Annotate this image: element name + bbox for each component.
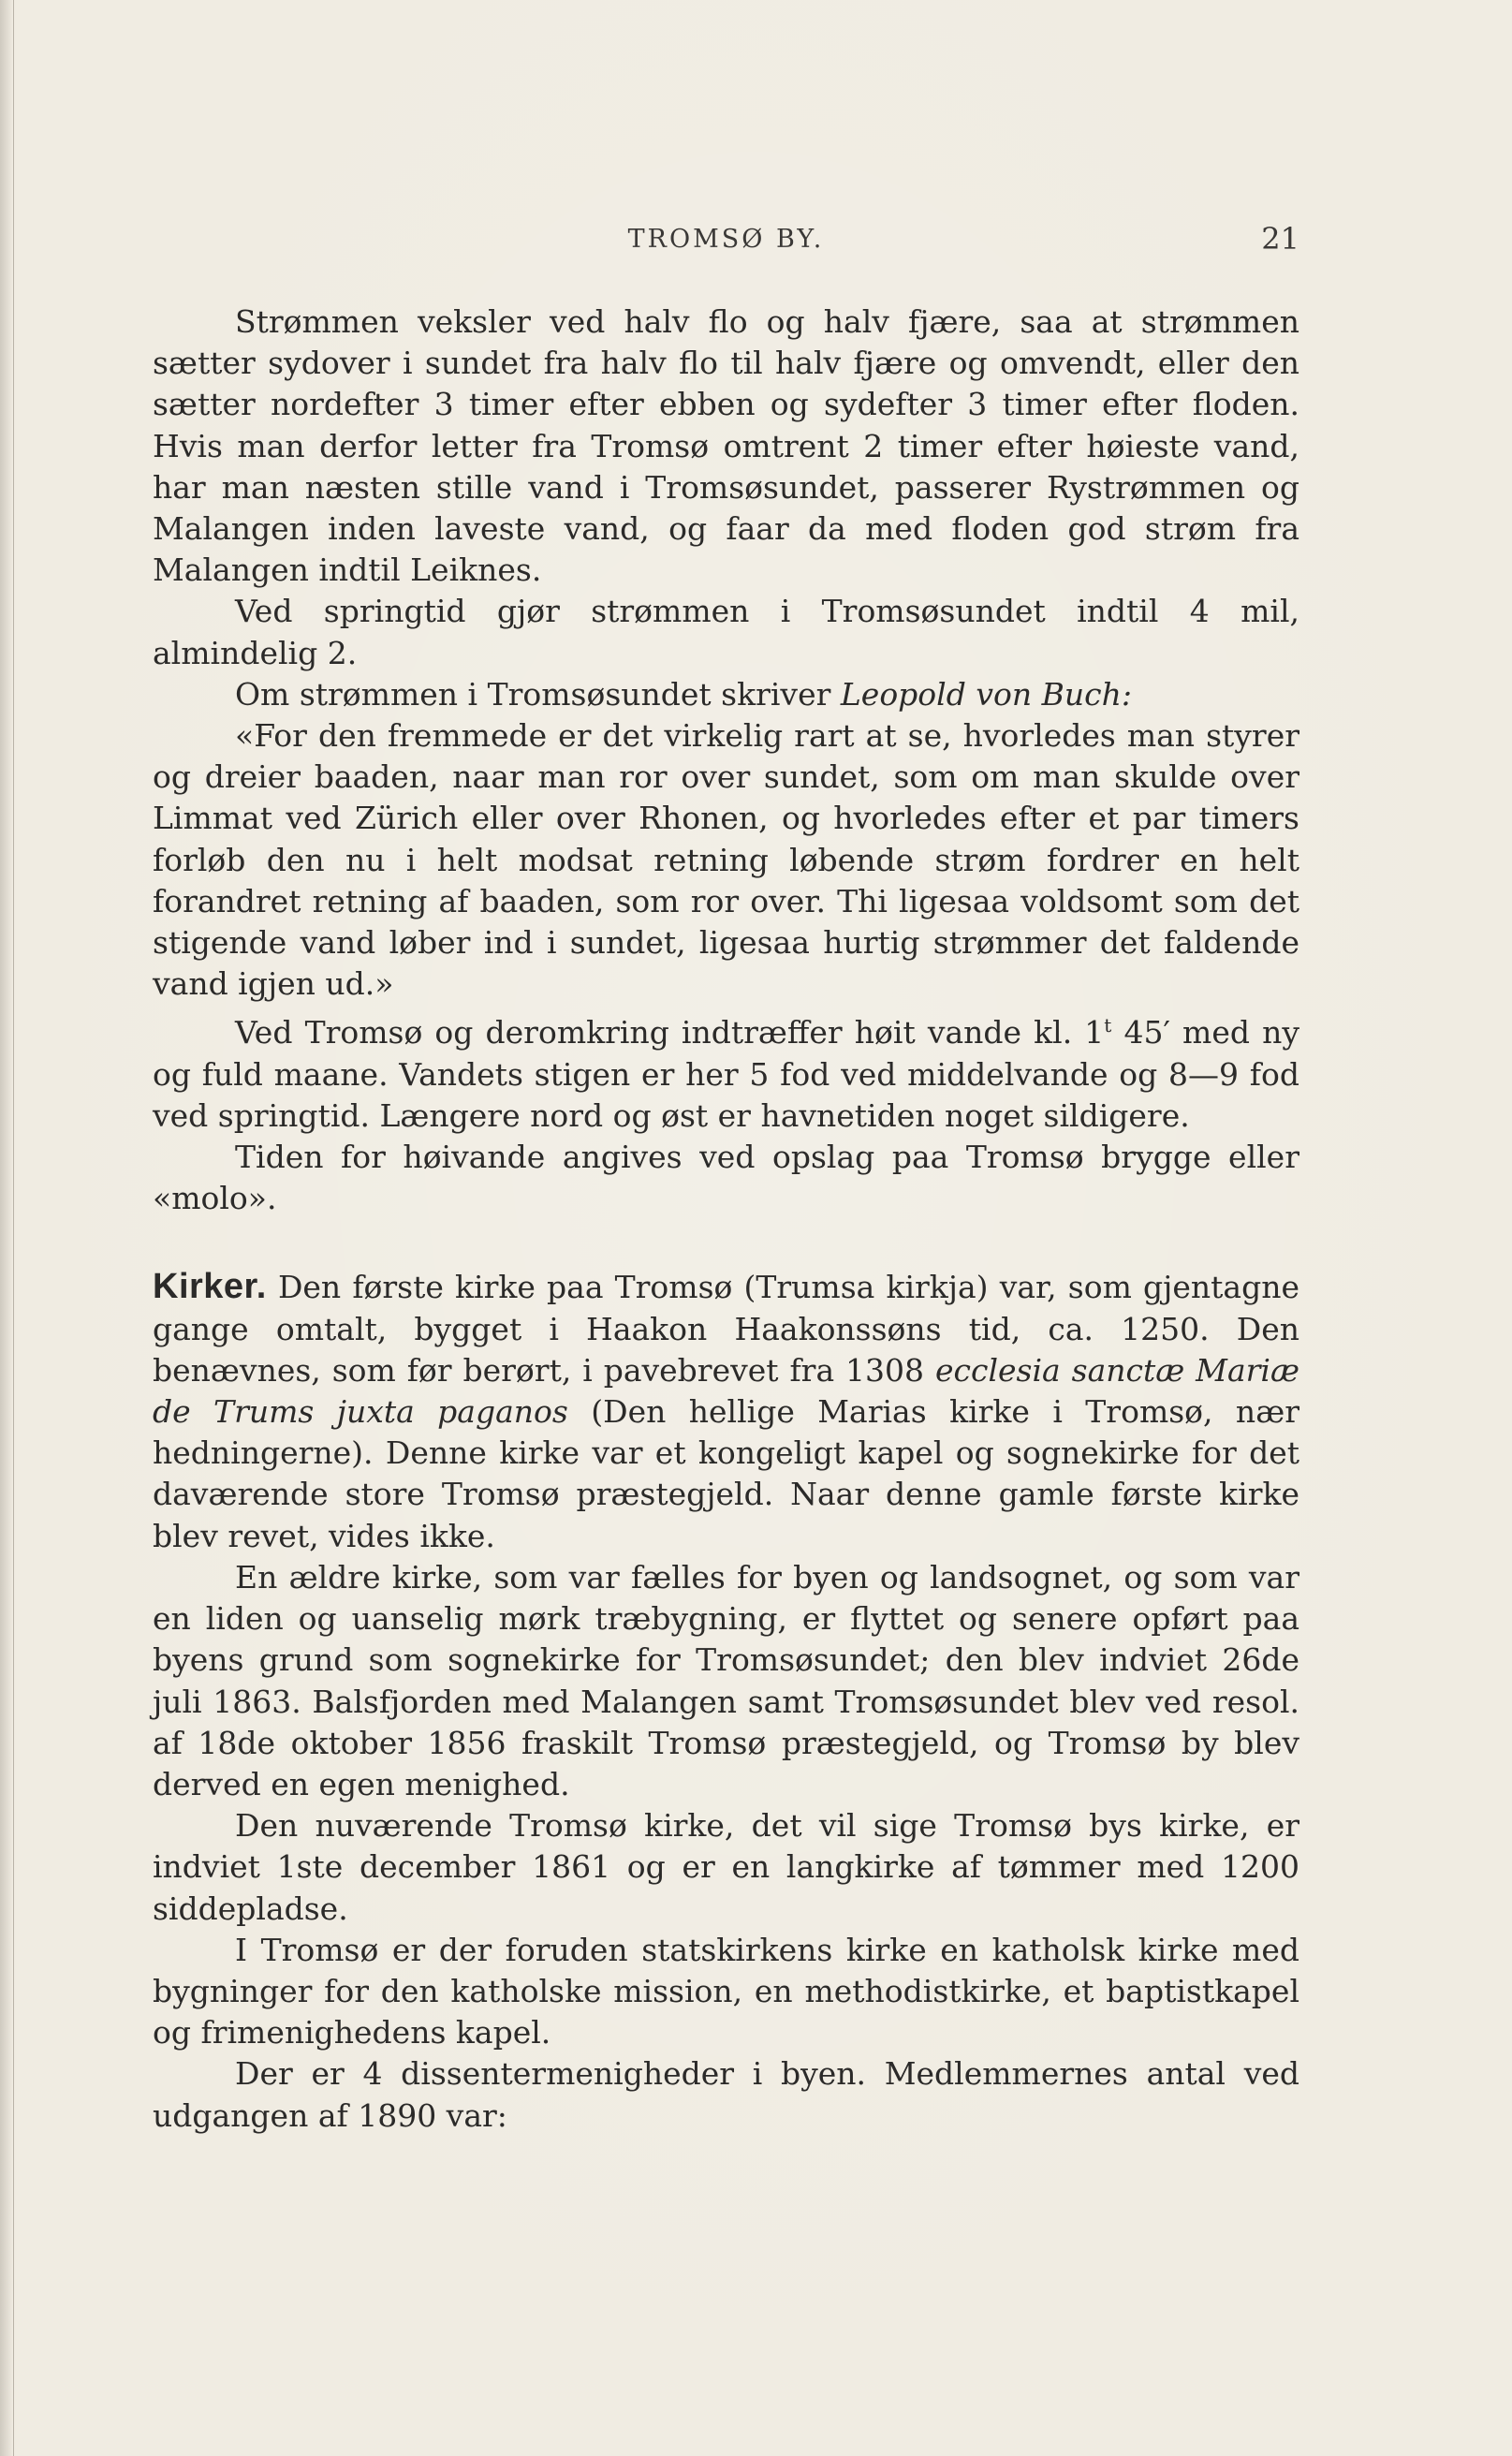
kirker-latin-phrase: ecclesia sanctæ Mariæ de Trums juxta paganos — [153, 1351, 1299, 1431]
section-heading-kirker: Kirker. — [153, 1267, 267, 1307]
kirker-text-a: Den første kirke paa Tromsø (Trumsa kirkja) var, som gjentagne gange omtalt, bygget i Haakon Haakonssøns tid, ca. 1250. Den benævnes, som før berørt, i pavebrevet fra 1308 — [153, 1269, 1299, 1389]
paragraph-tiden: Tiden for høivande angives ved opslag paa Tromsø brygge eller «molo». — [153, 1139, 1299, 1217]
page-number: 21 — [1261, 221, 1299, 257]
page-edge-line — [13, 0, 14, 2456]
paragraph-current: Strømmen veksler ved halv flo og halv fjære, saa at strømmen sætter sydover i sundet fra halv flo til halv fjære og omvendt, eller den sætter nordefter 3 timer efter ebben og sydefter 3 timer efter floden. Hvis man derfor letter fra Tromsø omtrent 2 timer efter høieste vand, har man næsten stille vand i Tromsøsundet, passerer Rystrømmen og Malangen inden laveste vand, og faar da med floden god strøm fra Malangen indtil Leiknes. — [153, 303, 1299, 589]
paragraph-kirker — [153, 1266, 1299, 1556]
paragraph-tide — [153, 1005, 1299, 1137]
paragraph-older-church: En ældre kirke, som var fælles for byen og landsognet, og som var en liden og uanselig mørk træbygning, er flyttet og senere opført paa byens grund som sognekirke for Tromsøsundet; den blev indviet 26de juli 1863. Balsfjorden med Malangen samt Tromsøsundet blev ved resol. af 18de oktober 1856 fraskilt Tromsø præstegjeld, og Tromsø by blev derved en egen menighed. — [153, 1558, 1299, 1802]
kirker-text-b: (Den hellige Marias kirke i Tromsø, nær hedningerne). Denne kirke var et kongeligt kapel og sognekirke for det daværende store Tromsø præstegjeld. Naar denne gamle første kirke blev revet, vides ikke. — [153, 1393, 1299, 1554]
running-title: TROMSØ BY. — [627, 225, 825, 254]
section-gap — [153, 1219, 1299, 1266]
paragraph-current-church: Den nuværende Tromsø kirke, det vil sige Tromsø bys kirke, er indviet 1ste december 1861 og er en langkirke af tømmer med 1200 siddepladse. — [153, 1807, 1299, 1927]
quote-author: Leopold von Buch: — [840, 675, 1132, 713]
tide-text-b: 45′ med ny og fuld maane. Vandets stigen er her 5 fod ved middelvande og 8—9 fod ved springtid. Længere nord og øst er havnetiden noget sildigere. — [153, 1014, 1299, 1134]
page-binding-edge — [0, 0, 13, 2456]
quote-lead: Om strømmen i Tromsøsundet skriver — [235, 675, 841, 713]
tide-text-a: Ved Tromsø og deromkring indtræffer høit vande kl. 1 — [235, 1014, 1105, 1052]
tide-sup: t — [1104, 1014, 1112, 1037]
quote-text: «For den fremmede er det virkelig rart at se, hvorledes man styrer og dreier baaden, naar man ror over sundet, som om man skulde over Limmat ved Zürich eller over Rhonen, og hvorledes efter et par timers forløb den nu i helt modsat retning løbende strøm fordrer en helt forandret retning af baaden, som ror over. Thi ligesaa voldsomt som det stigende vand løber ind i sundet, ligesaa hurtig strømmer det faldende vand igjen ud.» — [153, 717, 1299, 1003]
paragraph-buch-quote — [153, 674, 1299, 715]
body-text — [153, 301, 1299, 2137]
paragraph-springtid: Ved springtid gjør strømmen i Tromsøsundet indtil 4 mil, almindelig 2. — [153, 593, 1299, 671]
paragraph-other-churches: I Tromsø er der foruden statskirkens kirke en katholsk kirke med bygninger for den katholske mission, en methodistkirke, et baptistkapel og frimenighedens kapel. — [153, 1931, 1299, 2052]
page-header — [153, 221, 1299, 262]
paragraph-dissenters: Der er 4 dissentermenigheder i byen. Medlemmernes antal ved udgangen af 1890 var: — [153, 2055, 1299, 2134]
